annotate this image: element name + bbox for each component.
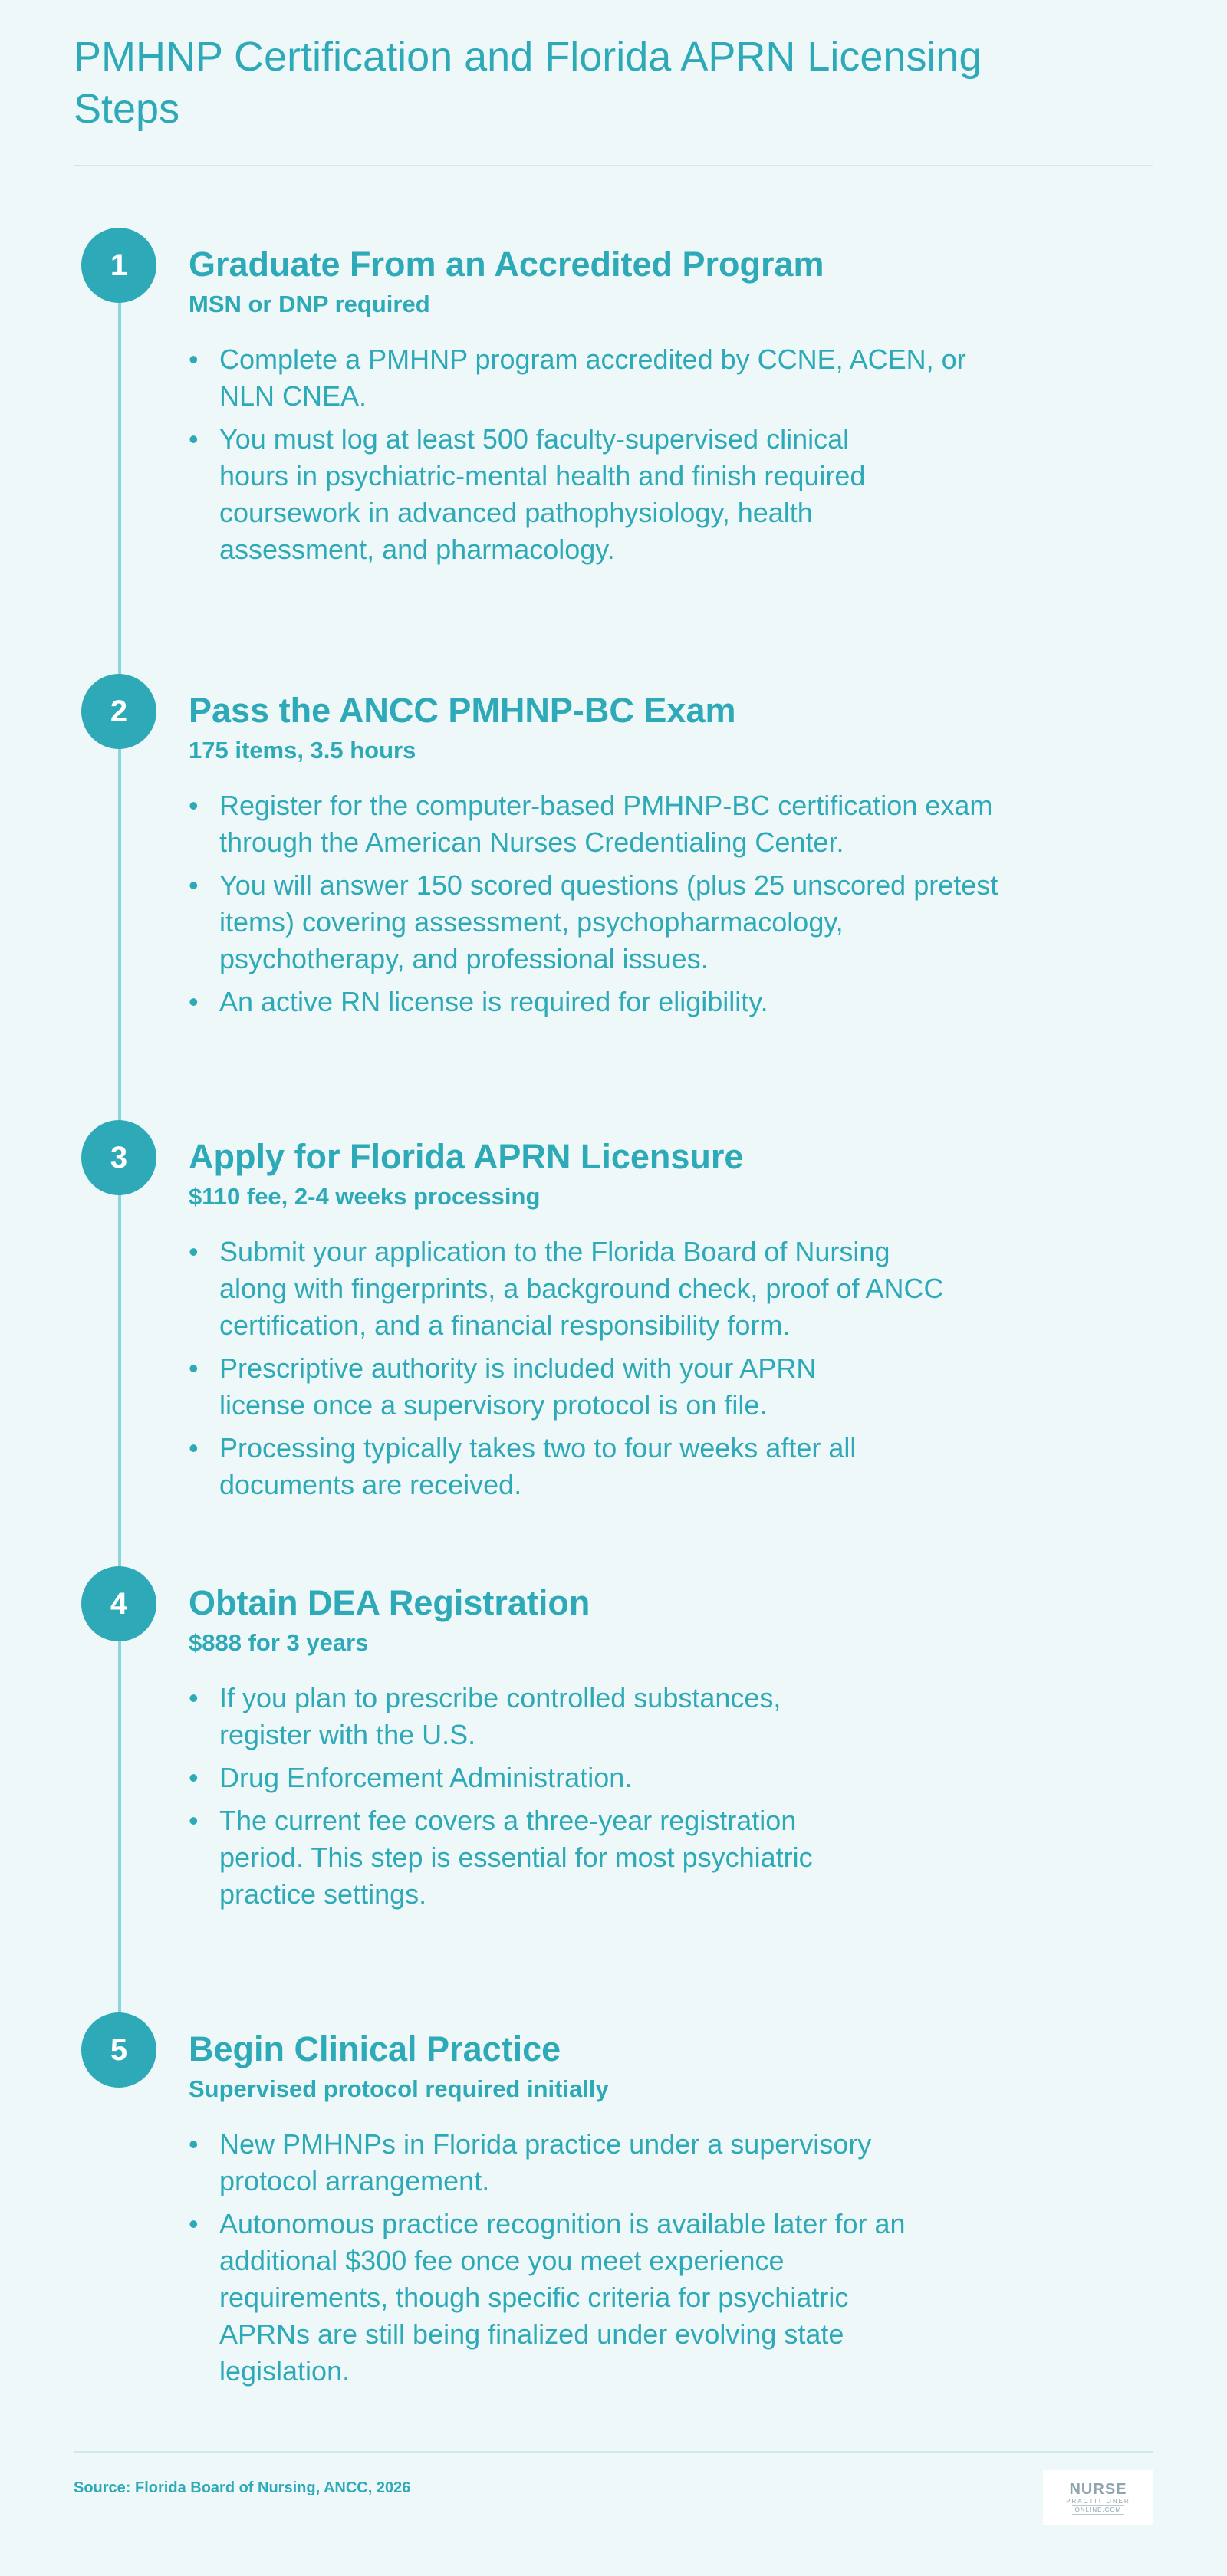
step-number-badge: 1 xyxy=(81,228,156,303)
bullet-item: • Submit your application to the Florida Board of Nursing along with fingerprints, a background check, proof of ANCC certification, and a financial responsibility form. xyxy=(189,1234,956,1344)
footer-divider xyxy=(74,2451,1153,2453)
step-content xyxy=(189,1135,1048,1510)
bullet-item: • Drug Enforcement Administration. xyxy=(189,1760,879,1796)
bullet-item: • An active RN license is required for eligibility. xyxy=(189,984,1002,1020)
nurse-practitioner-logo[interactable] xyxy=(1043,2470,1153,2525)
step-subtitle: $110 fee, 2-4 weeks processing xyxy=(189,1183,541,1210)
step-title: Apply for Florida APRN Licensure xyxy=(189,1137,744,1176)
bullet-item: • Autonomous practice recognition is available later for an additional $300 fee once you meet experience requirements, though specific criteria for psychiatric APRNs are still being finalized under evolving state legislation. xyxy=(189,2206,933,2390)
step-number-badge: 3 xyxy=(81,1120,156,1195)
bullet-item: • New PMHNPs in Florida practice under a supervisory protocol arrangement. xyxy=(189,2126,956,2200)
bullet-item: • If you plan to prescribe controlled substances, register with the U.S. xyxy=(189,1680,879,1753)
step-bullet-list xyxy=(189,787,1002,1020)
step-title: Obtain DEA Registration xyxy=(189,1583,590,1622)
step-subtitle: Supervised protocol required initially xyxy=(189,2075,609,2102)
bullet-item: • Processing typically takes two to four weeks after all documents are received. xyxy=(189,1430,956,1503)
step-number-badge: 2 xyxy=(81,674,156,749)
bullet-item: • You will answer 150 scored questions (plus 25 unscored pretest items) covering assessment, psychopharmacology, psychotherapy, and professional issues. xyxy=(189,867,1002,978)
step-title: Pass the ANCC PMHNP-BC Exam xyxy=(189,691,736,730)
step-title: Begin Clinical Practice xyxy=(189,2029,561,2068)
step-bullet-list xyxy=(189,1680,879,1913)
step-bullet-list xyxy=(189,341,1025,568)
step-subtitle: $888 for 3 years xyxy=(189,1629,369,1656)
page-title: PMHNP Certification and Florida APRN Licensing Steps xyxy=(74,34,982,132)
bullet-item: • Register for the computer-based PMHNP-BC certification exam through the American Nurses Credentialing Center. xyxy=(189,787,1002,861)
step-bullet-list xyxy=(189,2126,956,2390)
logo-text-sub: PRACTITIONER xyxy=(1066,2498,1130,2505)
step-subtitle: MSN or DNP required xyxy=(189,291,430,317)
header-divider xyxy=(74,165,1153,166)
bullet-item: • The current fee covers a three-year registration period. This step is essential for most psychiatric practice settings. xyxy=(189,1802,879,1913)
logo-text-domain: ONLINE.COM xyxy=(1072,2505,1125,2515)
bullet-item: • You must log at least 500 faculty-supervised clinical hours in psychiatric-mental health and finish required coursework in advanced pathophysiology, health assessment, and pharmacology. xyxy=(189,421,910,568)
step-content xyxy=(189,243,1048,574)
step-title: Graduate From an Accredited Program xyxy=(189,245,824,284)
source-citation: Source: Florida Board of Nursing, ANCC, 2026 xyxy=(74,2479,411,2496)
step-subtitle: 175 items, 3.5 hours xyxy=(189,737,416,764)
bullet-item: • Complete a PMHNP program accredited by CCNE, ACEN, or NLN CNEA. xyxy=(189,341,1025,415)
bullet-item: • Prescriptive authority is included with your APRN license once a supervisory protocol is on file. xyxy=(189,1350,894,1424)
step-number-badge: 4 xyxy=(81,1566,156,1641)
step-bullet-list xyxy=(189,1234,956,1503)
logo-text-main: NURSE xyxy=(1069,2481,1127,2498)
step-content xyxy=(189,689,1048,1027)
step-content xyxy=(189,2028,1048,2396)
step-number-badge: 5 xyxy=(81,2013,156,2088)
step-content xyxy=(189,1582,1048,1919)
